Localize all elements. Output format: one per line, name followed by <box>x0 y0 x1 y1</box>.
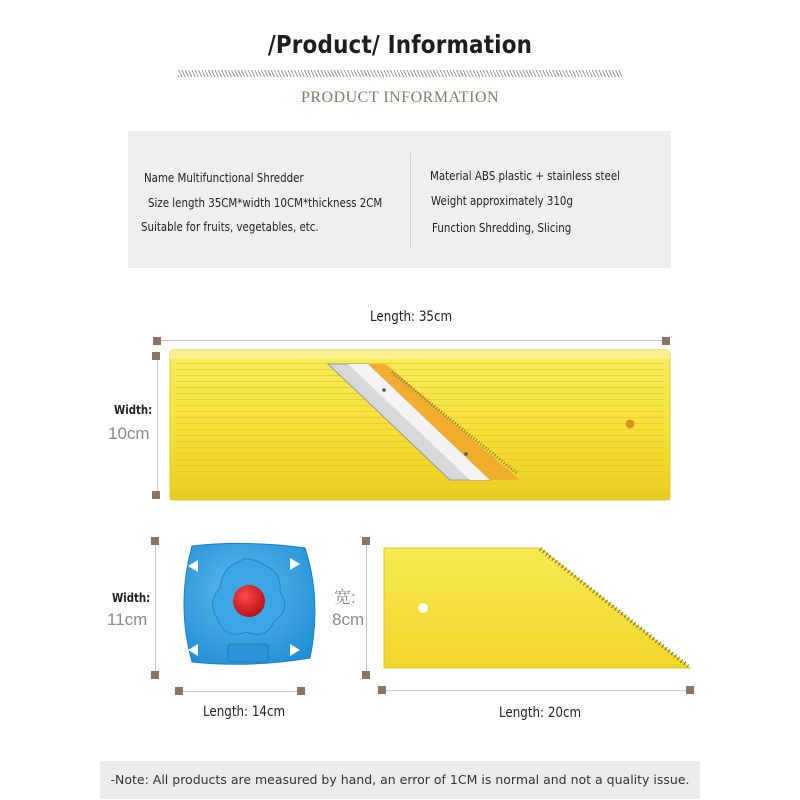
dimension-marker <box>152 491 160 499</box>
main-width-label: Width: <box>114 403 153 417</box>
dimension-marker <box>151 671 159 679</box>
dimension-marker <box>662 337 670 345</box>
guard-width-line <box>155 542 156 676</box>
info-name: Name Multifunctional Shredder <box>144 170 304 185</box>
small-width-label: 宽: <box>334 588 356 607</box>
dimension-marker <box>378 686 386 694</box>
dimension-marker <box>686 686 694 694</box>
dimension-marker <box>362 671 370 679</box>
dimension-marker <box>153 337 161 345</box>
main-length-line <box>160 340 666 341</box>
small-width-value: 8cm <box>332 610 365 629</box>
small-length-line <box>382 690 690 691</box>
info-divider <box>410 153 411 249</box>
measurement-note: -Note: All products are measured by hand, an error of 1CM is normal and not a quality issue. <box>110 772 690 787</box>
dimension-marker <box>362 537 370 545</box>
main-length-label: Length: 35cm <box>370 309 453 325</box>
title-hatch-divider <box>178 70 622 77</box>
guard-length-label: Length: 14cm <box>203 704 286 720</box>
info-weight: Weight approximately 310g <box>431 193 573 208</box>
small-slicer-board <box>380 544 695 674</box>
dimension-marker <box>151 537 159 545</box>
main-width-line <box>157 356 158 496</box>
guard-length-line <box>180 691 302 692</box>
info-material: Material ABS plastic + stainless steel <box>430 168 621 183</box>
dimension-marker <box>297 687 305 695</box>
page-subtitle: PRODUCT INFORMATION <box>300 89 500 106</box>
page-title: /Product/ Information <box>267 30 533 59</box>
guard-width-label: Width: <box>112 591 151 605</box>
dimension-marker <box>175 687 183 695</box>
info-function: Function Shredding, Slicing <box>432 220 572 235</box>
hand-guard <box>170 540 325 675</box>
small-width-line <box>366 543 367 675</box>
info-size: Size length 35CM*width 10CM*thickness 2CM <box>148 195 383 210</box>
guard-width-value: 11cm <box>107 610 148 629</box>
small-length-label: Length: 20cm <box>499 705 582 721</box>
main-slicer-board <box>168 346 673 506</box>
info-suitable: Suitable for fruits, vegetables, etc. <box>141 219 319 234</box>
dimension-marker <box>152 352 160 360</box>
main-width-value: 10cm <box>108 424 150 443</box>
